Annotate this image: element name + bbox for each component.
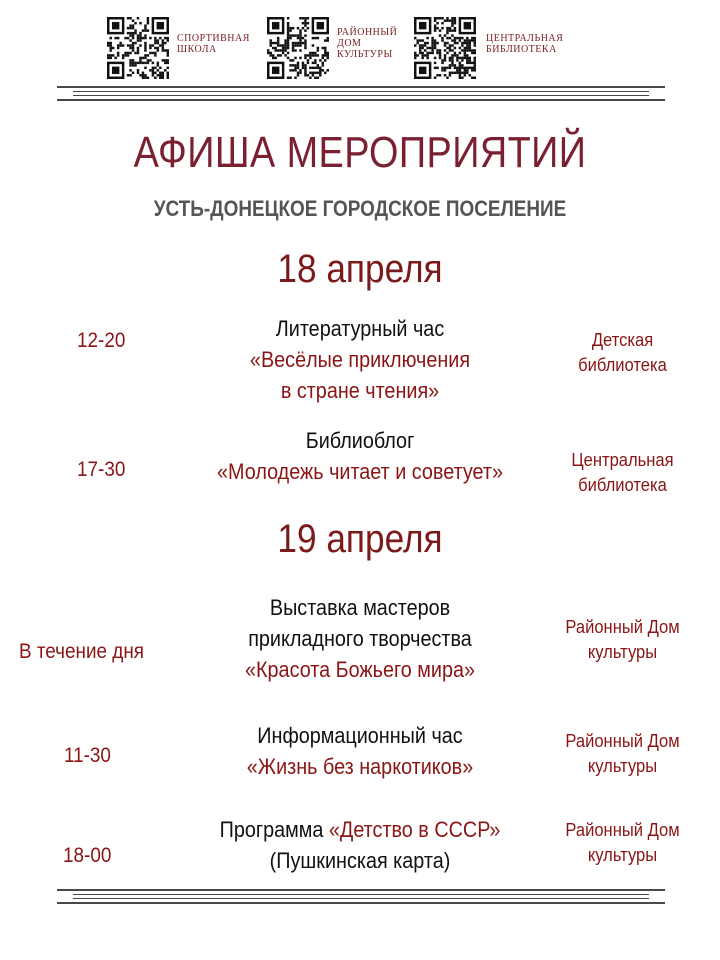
event-time: 17-30 [77, 458, 126, 481]
event-line: «Красота Божьего мира» [244, 657, 475, 682]
venue-line: культуры [587, 845, 658, 865]
event-line [198, 814, 522, 845]
event-line: Библиоблог [305, 428, 415, 453]
event-line: «Молодежь читает и советует» [217, 459, 503, 484]
bottom-divider [57, 889, 665, 904]
venue-line: Центральная [571, 450, 674, 470]
date-heading: 19 апреля [277, 517, 443, 561]
venue-line: Детская [591, 330, 654, 350]
event-line-black: Программа [219, 817, 329, 842]
venue-line: Районный Дом [565, 617, 680, 637]
event-venue [551, 328, 694, 378]
event-line: в стране чтения» [280, 378, 440, 403]
event-time: 18-00 [63, 844, 112, 867]
qr-label-line: ЦЕНТРАЛЬНАЯ [486, 33, 564, 44]
event-time: 12-20 [77, 329, 126, 352]
qr-code-culture-house [267, 17, 329, 79]
event-line: Информационный час [257, 723, 463, 748]
event-venue [551, 615, 694, 665]
event-venue [551, 818, 694, 868]
qr-label-sport-school [177, 33, 250, 55]
qr-label-culture-house [337, 27, 397, 60]
event-line-red: «Детство в СССР» [328, 817, 501, 842]
event-title [198, 313, 522, 406]
event-line: «Весёлые приключения [249, 347, 471, 372]
qr-label-line: РАЙОННЫЙ [337, 27, 398, 38]
top-divider [57, 86, 665, 101]
event-time: В течение дня [19, 640, 145, 663]
venue-line: культуры [587, 756, 658, 776]
venue-line: библиотека [578, 355, 667, 375]
qr-code-central-library [414, 17, 476, 79]
event-line: (Пушкинская карта) [269, 848, 451, 873]
qr-label-line: ШКОЛА [177, 44, 217, 55]
qr-label-line: КУЛЬТУРЫ [337, 49, 393, 60]
event-title [198, 425, 522, 487]
qr-label-line: СПОРТИВНАЯ [177, 33, 250, 44]
event-venue [551, 729, 694, 779]
event-line: Литературный час [275, 316, 445, 341]
qr-code-sport-school [107, 17, 169, 79]
page-title: АФИША МЕРОПРИЯТИЙ [133, 128, 587, 177]
venue-line: культуры [587, 642, 658, 662]
event-venue [551, 448, 694, 498]
page-subtitle: УСТЬ-ДОНЕЦКОЕ ГОРОДСКОЕ ПОСЕЛЕНИЕ [153, 196, 567, 221]
event-title [198, 814, 522, 876]
date-heading: 18 апреля [277, 247, 443, 291]
venue-line: Районный Дом [565, 820, 680, 840]
event-line: Выставка мастеров [269, 595, 451, 620]
event-line: прикладного творчества [248, 626, 472, 651]
event-time: 11-30 [64, 744, 111, 767]
event-line: «Жизнь без наркотиков» [246, 754, 474, 779]
event-title [198, 592, 522, 685]
venue-line: библиотека [578, 475, 667, 495]
event-title [198, 720, 522, 782]
qr-label-line: ДОМ [337, 38, 362, 49]
qr-label-central-library [486, 33, 563, 55]
venue-line: Районный Дом [565, 731, 680, 751]
qr-label-line: БИБЛИОТЕКА [486, 44, 557, 55]
